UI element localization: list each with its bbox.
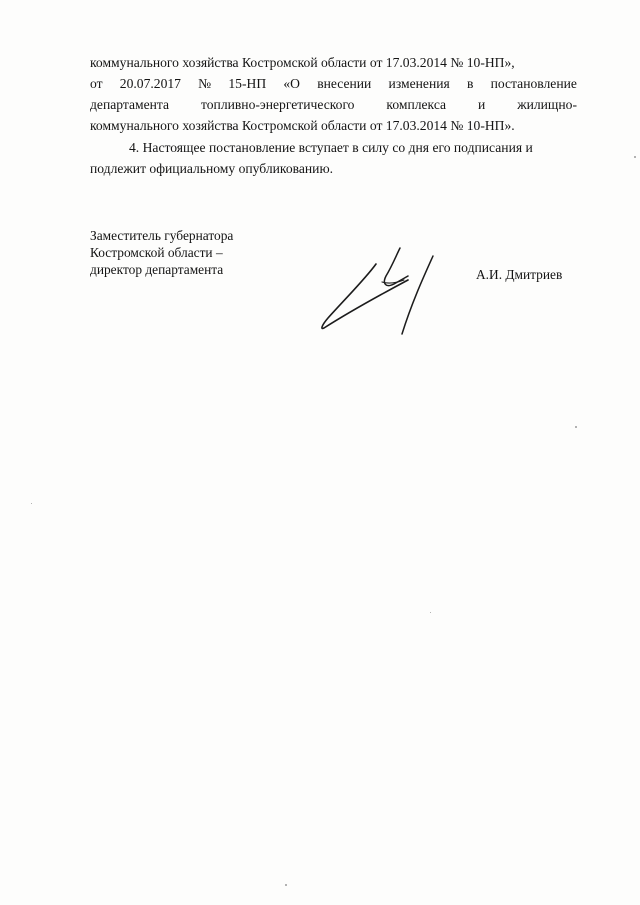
- body-text-line-justified: [90, 75, 577, 92]
- signatory-title-line: Костромской области –: [90, 245, 223, 260]
- body-text-line: коммунального хозяйства Костромской области от 17.03.2014 № 10-НП».: [90, 118, 515, 133]
- word: №: [198, 76, 212, 91]
- signatory-title-line: директор департамента: [90, 262, 224, 277]
- signatory-title-line: Заместитель губернатора: [90, 228, 234, 243]
- word: департамента: [90, 97, 170, 112]
- word: и: [477, 97, 486, 112]
- word: «О: [283, 76, 300, 91]
- paragraph-4-second-line: подлежит официальному опубликованию.: [90, 161, 334, 176]
- scan-speck: [575, 426, 577, 428]
- scan-speck: [285, 884, 287, 886]
- word: изменения: [388, 76, 450, 91]
- word: в: [466, 76, 474, 91]
- word: 20.07.2017: [119, 76, 181, 91]
- word: внесении: [317, 76, 372, 91]
- scan-speck: [634, 156, 636, 158]
- word: постановление: [490, 76, 577, 91]
- paragraph-4-first-line: 4. Настоящее постановление вступает в силу со дня его подписания и: [129, 140, 533, 155]
- word: жилищно-: [517, 97, 577, 112]
- body-text-line-justified: [90, 96, 577, 113]
- word: топливно-энергетического: [201, 97, 355, 112]
- signer-name: А.И. Дмитриев: [476, 267, 563, 282]
- handwritten-signature: [316, 240, 446, 340]
- body-text-line: коммунального хозяйства Костромской области от 17.03.2014 № 10-НП»,: [90, 55, 515, 70]
- word: 15-НП: [228, 76, 267, 91]
- scan-speck: [31, 503, 32, 504]
- word: комплекса: [386, 97, 447, 112]
- scan-speck: [430, 612, 431, 613]
- word: от: [90, 76, 103, 91]
